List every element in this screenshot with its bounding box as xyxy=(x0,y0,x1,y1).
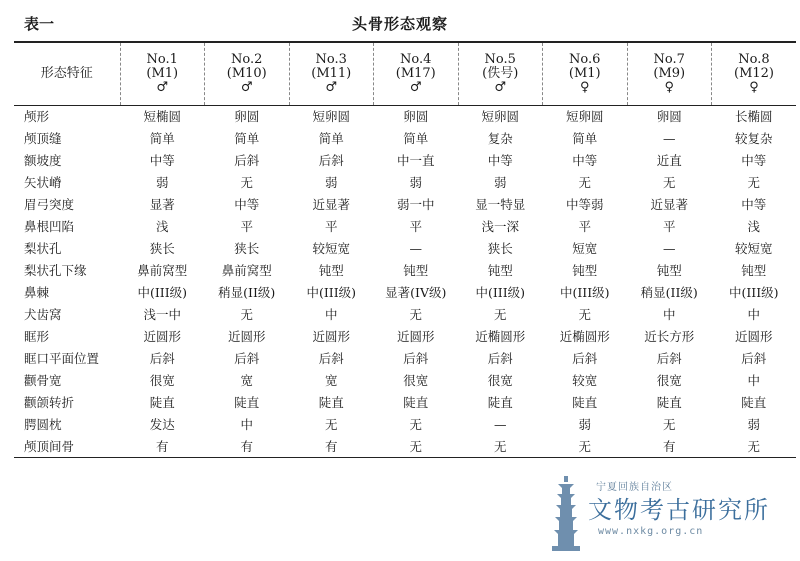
feature-value: 卵圆 xyxy=(403,109,429,125)
feature-value: — xyxy=(494,416,507,432)
feature-value: 近圆形 xyxy=(143,329,181,344)
feature-name: 梨状孔 xyxy=(24,241,62,256)
feature-value: 简单 xyxy=(234,131,260,146)
feature-value: 很宽 xyxy=(656,373,682,388)
feature-value: 有 xyxy=(627,435,712,457)
feature-value: 长椭圆 xyxy=(734,109,773,125)
table-row xyxy=(14,149,796,171)
feature-value: 陡直 xyxy=(656,395,682,410)
watermark-region: 宁夏回族自治区 xyxy=(596,482,673,493)
feature-value: 中一直 xyxy=(396,153,435,168)
feature-value: 无 xyxy=(409,307,422,322)
feature-value: 短椭圆 xyxy=(143,109,181,125)
feature-value: 简单 xyxy=(572,131,598,146)
feature-value: 短卵圆 xyxy=(565,109,604,125)
feature-name: 额坡度 xyxy=(24,153,62,168)
feature-value: 发达 xyxy=(149,417,175,432)
feature-value: 中 xyxy=(747,373,760,388)
feature-name: 颅顶间骨 xyxy=(14,435,120,457)
feature-name: 犬齿窝 xyxy=(24,307,62,322)
feature-value: 近圆形 xyxy=(734,329,773,344)
feature-name: 眶形 xyxy=(24,329,50,344)
feature-value: 宽 xyxy=(324,373,338,388)
feature-value: 短卵圆 xyxy=(481,109,519,125)
feature-value: 狭长 xyxy=(149,241,175,256)
feature-value: 陡直 xyxy=(741,395,767,410)
feature-value: 很宽 xyxy=(149,373,175,388)
feature-value: 平 xyxy=(662,219,676,234)
specimen-column-header xyxy=(374,42,459,105)
feature-name: 颧骨宽 xyxy=(24,373,62,388)
feature-value: 中 xyxy=(324,307,338,322)
feature-value: 很宽 xyxy=(403,373,429,388)
feature-value: 鼻前窝型 xyxy=(221,263,272,278)
feature-name: 眉弓突度 xyxy=(24,197,75,212)
specimen-number: No.7 xyxy=(653,51,685,67)
feature-value: 中(III级) xyxy=(728,285,779,300)
table-row xyxy=(14,325,796,347)
feature-value: 有 xyxy=(289,435,374,457)
feature-value: 中等 xyxy=(741,197,767,212)
feature-value: 稍显(II级) xyxy=(218,285,276,300)
burial-number: (M9) xyxy=(653,65,686,81)
table-row xyxy=(14,127,796,149)
feature-value: 平 xyxy=(324,219,338,234)
feature-value: 弱 xyxy=(409,175,422,190)
burial-number: (M10) xyxy=(226,65,267,81)
feature-value: 中 xyxy=(747,307,760,322)
pagoda-icon xyxy=(548,474,584,554)
feature-value: 近显著 xyxy=(650,197,688,212)
feature-column-header: 形态特征 xyxy=(40,65,93,81)
feature-value: 浅一深 xyxy=(481,219,519,234)
feature-value: 中等 xyxy=(572,153,598,168)
specimen-column-header xyxy=(120,42,205,105)
feature-value: 中 xyxy=(662,307,676,322)
feature-value: 陡直 xyxy=(572,395,598,410)
feature-value: 后斜 xyxy=(572,351,598,366)
specimen-number: No.1 xyxy=(146,51,178,67)
feature-value: 弱 xyxy=(578,417,591,432)
specimen-number: No.6 xyxy=(569,51,601,67)
feature-value: 陡直 xyxy=(234,395,260,410)
feature-value: 后斜 xyxy=(234,351,260,366)
feature-value: 弱 xyxy=(493,175,507,190)
specimen-column-header xyxy=(712,42,797,105)
feature-value: 近圆形 xyxy=(312,329,350,344)
feature-value: 钝型 xyxy=(656,263,682,278)
feature-value: — xyxy=(409,240,422,256)
table-body xyxy=(14,105,796,457)
feature-value: — xyxy=(663,240,676,256)
feature-value: 后斜 xyxy=(318,153,344,168)
feature-value: 近长方形 xyxy=(644,329,695,344)
table-row xyxy=(14,413,796,435)
feature-value: 无 xyxy=(240,307,253,322)
specimen-column-header xyxy=(543,42,628,105)
feature-value: 复杂 xyxy=(487,131,513,146)
feature-value: 宽 xyxy=(240,373,253,388)
table-row xyxy=(14,215,796,237)
feature-value: 中(III级) xyxy=(137,285,188,300)
feature-value: 很宽 xyxy=(487,373,513,388)
feature-value: 有 xyxy=(205,435,290,457)
feature-value: 较短宽 xyxy=(312,241,350,256)
feature-value: 中(III级) xyxy=(475,285,526,300)
feature-value: 近椭圆形 xyxy=(475,329,526,344)
table-row xyxy=(14,259,796,281)
feature-value: 无 xyxy=(662,175,676,190)
feature-value: 短卵圆 xyxy=(312,109,350,125)
feature-value: 中(III级) xyxy=(559,285,610,300)
feature-name: 矢状嵴 xyxy=(24,175,62,190)
feature-value: 中等 xyxy=(487,153,513,168)
feature-name: 梨状孔下缘 xyxy=(24,263,87,278)
feature-value: 后斜 xyxy=(487,351,513,366)
feature-value: 后斜 xyxy=(403,351,429,366)
specimen-column-header xyxy=(289,42,374,105)
feature-value: 无 xyxy=(747,175,760,190)
table-row xyxy=(14,347,796,369)
feature-value: 有 xyxy=(120,435,205,457)
table-row xyxy=(14,171,796,193)
feature-value: 中等 xyxy=(234,197,260,212)
feature-value: 狭长 xyxy=(234,241,260,256)
feature-value: 卵圆 xyxy=(234,109,260,125)
feature-value: 钝型 xyxy=(318,263,344,278)
specimen-number: No.4 xyxy=(400,51,432,67)
specimen-column-header xyxy=(205,42,290,105)
feature-value: 陡直 xyxy=(318,395,344,410)
feature-value: 钝型 xyxy=(741,263,767,278)
feature-value: 浅 xyxy=(155,219,169,234)
feature-value: 较宽 xyxy=(572,373,598,388)
watermark-institute: 文物考古研究所 xyxy=(588,496,770,524)
feature-name: 鼻棘 xyxy=(24,285,50,300)
feature-value: 弱 xyxy=(747,417,760,432)
sex-symbol: ♂ xyxy=(494,79,507,95)
feature-name: 眶口平面位置 xyxy=(24,351,100,366)
feature-value: 显一特显 xyxy=(475,197,526,212)
specimen-number: No.2 xyxy=(231,51,263,67)
feature-value: 后斜 xyxy=(149,351,175,366)
feature-value: 无 xyxy=(240,175,253,190)
sex-symbol: ♀ xyxy=(749,79,759,95)
feature-name: 颅形 xyxy=(24,109,50,125)
feature-value: 近椭圆形 xyxy=(559,329,610,344)
feature-value: 后斜 xyxy=(318,351,344,366)
feature-value: 平 xyxy=(578,219,591,234)
specimen-number: No.8 xyxy=(738,51,770,67)
feature-value: 中 xyxy=(240,417,253,432)
feature-value: 无 xyxy=(458,435,543,457)
feature-value: 较复杂 xyxy=(734,131,773,146)
feature-value: 浅 xyxy=(747,219,760,234)
table-row xyxy=(14,281,796,303)
feature-value: 后斜 xyxy=(234,153,260,168)
feature-value: — xyxy=(663,130,676,146)
feature-value: 显著(IV级) xyxy=(385,285,447,300)
feature-value: 陡直 xyxy=(149,395,175,410)
sex-symbol: ♂ xyxy=(156,79,169,95)
skull-morphology-table xyxy=(14,41,796,458)
feature-value: 弱一中 xyxy=(396,197,435,212)
feature-value: 无 xyxy=(578,307,591,322)
feature-value: 稍显(II级) xyxy=(640,285,698,300)
feature-value: 钝型 xyxy=(403,263,429,278)
specimen-number: No.3 xyxy=(315,51,347,67)
burial-number: (佚号) xyxy=(482,65,519,81)
feature-value: 显著 xyxy=(149,197,175,212)
feature-value: 中等 xyxy=(741,153,767,168)
feature-value: 近显著 xyxy=(312,197,350,212)
feature-value: 平 xyxy=(240,219,253,234)
feature-value: 简单 xyxy=(403,131,429,146)
burial-number: (M11) xyxy=(311,65,352,81)
feature-value: 近圆形 xyxy=(396,329,435,344)
table-header-row xyxy=(14,42,796,105)
feature-value: 中(III级) xyxy=(306,285,357,300)
feature-value: 卵圆 xyxy=(656,109,682,125)
sex-symbol: ♂ xyxy=(240,79,253,95)
sex-symbol: ♀ xyxy=(579,79,590,95)
sex-symbol: ♀ xyxy=(664,79,674,95)
feature-value: 鼻前窝型 xyxy=(137,263,188,278)
watermark-url: www.nxkg.org.cn xyxy=(598,526,704,537)
table-row xyxy=(14,369,796,391)
burial-number: (M17) xyxy=(395,65,436,81)
table-label: 表一 xyxy=(24,15,55,33)
feature-value: 浅一中 xyxy=(143,307,181,322)
feature-value: 钝型 xyxy=(487,263,513,278)
feature-name: 颧颌转折 xyxy=(24,395,75,410)
feature-name: 腭圆枕 xyxy=(24,417,62,432)
feature-value: 中等 xyxy=(149,153,175,168)
feature-value: 弱 xyxy=(324,175,338,190)
feature-value: 钝型 xyxy=(572,263,598,278)
feature-value: 无 xyxy=(324,417,338,432)
institute-watermark xyxy=(548,474,788,554)
burial-number: (M1) xyxy=(568,65,601,81)
table-title: 头骨形态观察 xyxy=(351,15,448,33)
table-row xyxy=(14,193,796,215)
feature-value: 狭长 xyxy=(487,241,513,256)
feature-name: 颅顶缝 xyxy=(24,131,62,146)
feature-name: 鼻根凹陷 xyxy=(24,219,75,234)
feature-value: 陡直 xyxy=(403,395,429,410)
feature-value: 简单 xyxy=(318,131,344,146)
feature-value: 弱 xyxy=(155,175,169,190)
feature-value: 无 xyxy=(409,417,422,432)
feature-value: 后斜 xyxy=(656,351,682,366)
sex-symbol: ♂ xyxy=(325,79,338,95)
feature-value: 无 xyxy=(543,435,628,457)
specimen-column-header xyxy=(458,42,543,105)
burial-number: (M12) xyxy=(734,65,774,81)
feature-value: 中等弱 xyxy=(565,197,604,212)
table-row xyxy=(14,105,796,127)
table-row xyxy=(14,391,796,413)
feature-value: 简单 xyxy=(149,131,175,146)
feature-value: 平 xyxy=(409,219,422,234)
feature-value: 无 xyxy=(712,435,797,457)
feature-value: 陡直 xyxy=(487,395,513,410)
feature-value: 无 xyxy=(662,417,676,432)
feature-value: 近直 xyxy=(656,153,682,168)
burial-number: (M1) xyxy=(146,65,179,81)
feature-value: 短宽 xyxy=(572,241,598,256)
feature-value: 无 xyxy=(493,307,507,322)
feature-value: 后斜 xyxy=(741,351,767,366)
table-row xyxy=(14,435,796,457)
feature-value: 无 xyxy=(374,435,459,457)
sex-symbol: ♂ xyxy=(409,79,422,95)
table-row xyxy=(14,237,796,259)
table-row xyxy=(14,303,796,325)
feature-value: 近圆形 xyxy=(227,329,266,344)
feature-value: 无 xyxy=(578,175,591,190)
specimen-number: No.5 xyxy=(484,51,516,67)
specimen-column-header xyxy=(627,42,712,105)
feature-value: 较短宽 xyxy=(734,241,773,256)
